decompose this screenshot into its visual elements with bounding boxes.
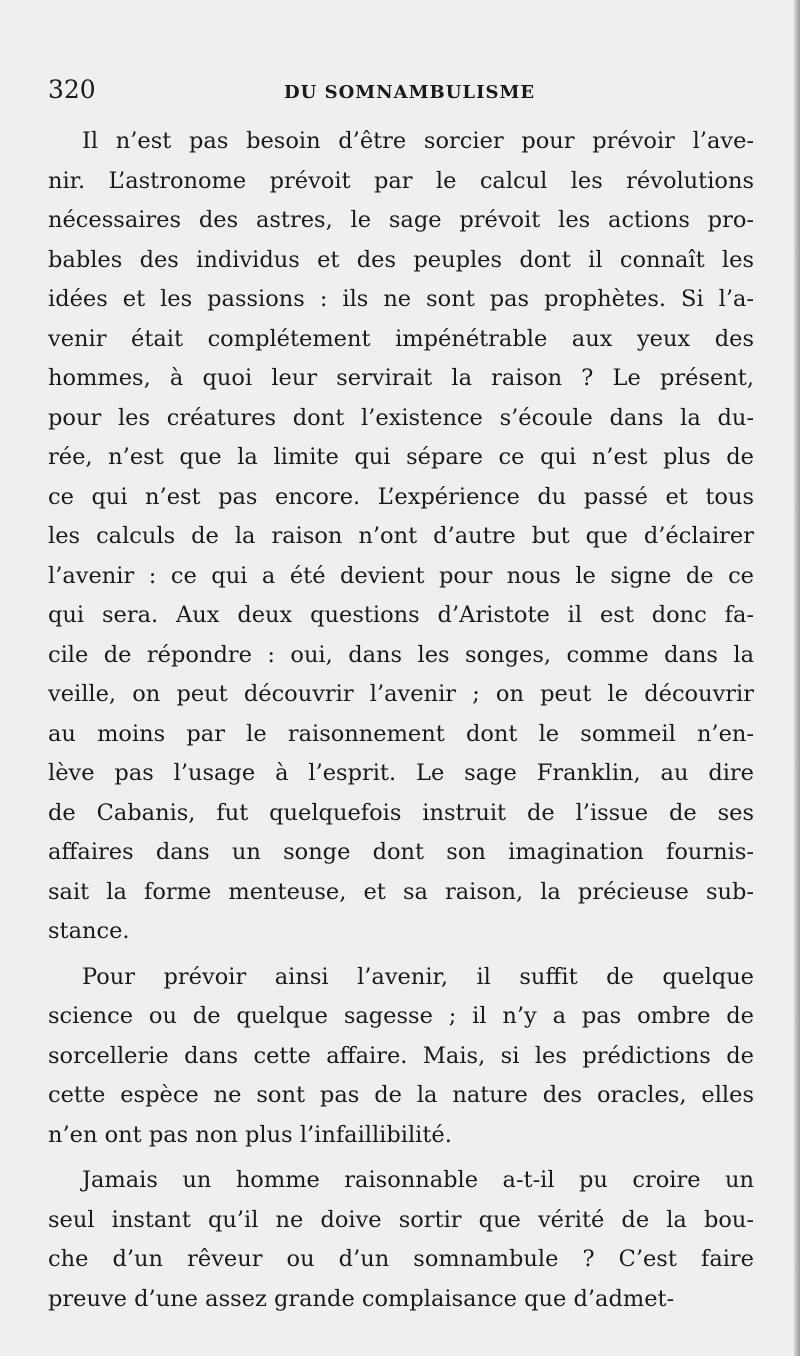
- text-line: bables des individus et des peuples dont il connaît les: [48, 246, 754, 273]
- text-line: preuve d’une assez grande complaisance que d’admet-: [48, 1285, 675, 1312]
- text-line: veille, on peut découvrir l’avenir ; on peut le découvrir: [48, 681, 754, 707]
- running-title: DU SOMNAMBULISME: [284, 82, 536, 103]
- text-line: de Cabanis, fut quelquefois instruit de l’issue de ses: [48, 799, 754, 826]
- page-edge-shadow: [794, 0, 800, 1356]
- paragraph: [48, 122, 754, 952]
- text-line: nécessaires des astres, le sage prévoit les actions pro-: [48, 207, 754, 233]
- text-line: pour les créatures dont l’existence s’écoule dans la du-: [48, 404, 754, 431]
- text-line: qui sera. Aux deux questions d’Aristote il est donc fa-: [48, 602, 754, 628]
- text-line: l’avenir : ce qui a été devient pour nous le signe de ce: [48, 562, 754, 589]
- text-line: les calculs de la raison n’ont d’autre but que d’éclairer: [48, 523, 754, 549]
- text-line: cile de répondre : oui, dans les songes, comme dans la: [48, 641, 754, 668]
- text-line: stance.: [48, 918, 130, 944]
- text-line: sait la forme menteuse, et sa raison, la précieuse sub-: [48, 878, 754, 905]
- body-text: [48, 122, 754, 1319]
- page-header: [48, 72, 754, 108]
- text-line: n’en ont pas non plus l’infaillibilité.: [48, 1121, 452, 1148]
- text-line: affaires dans un songe dont son imagination fournis-: [48, 839, 754, 865]
- text-line: che d’un rêveur ou d’un somnambule ? C’est faire: [48, 1246, 754, 1272]
- text-line: au moins par le raisonnement dont le sommeil n’en-: [48, 720, 754, 747]
- text-line: science ou de quelque sagesse ; il n’y a pas ombre de: [48, 1003, 754, 1029]
- text-line: Il n’est pas besoin d’être sorcier pour prévoir l’ave-: [82, 128, 754, 154]
- text-line: venir était complétement impénétrable aux yeux des: [48, 325, 754, 352]
- paragraph: [48, 1161, 754, 1319]
- paragraph: [48, 958, 754, 1156]
- text-line: Pour prévoir ainsi l’avenir, il suffit de quelque: [82, 963, 754, 990]
- page-number: 320: [48, 75, 96, 104]
- text-line: hommes, à quoi leur servirait la raison ? Le présent,: [48, 365, 754, 391]
- text-line: sorcellerie dans cette affaire. Mais, si les prédictions de: [48, 1042, 754, 1069]
- text-line: Jamais un homme raisonnable a-t-il pu croire un: [82, 1167, 754, 1193]
- text-line: seul instant qu’il ne doive sortir que vérité de la bou-: [48, 1206, 754, 1233]
- text-line: cette espèce ne sont pas de la nature des oracles, elles: [48, 1082, 754, 1108]
- text-line: rée, n’est que la limite qui sépare ce qui n’est plus de: [48, 444, 754, 470]
- text-line: lève pas l’usage à l’esprit. Le sage Franklin, au dire: [48, 760, 754, 786]
- text-line: nir. L’astronome prévoit par le calcul les révolutions: [48, 167, 754, 194]
- text-line: idées et les passions : ils ne sont pas prophètes. Si l’a-: [48, 286, 754, 312]
- text-line: ce qui n’est pas encore. L’expérience du passé et tous: [48, 483, 754, 510]
